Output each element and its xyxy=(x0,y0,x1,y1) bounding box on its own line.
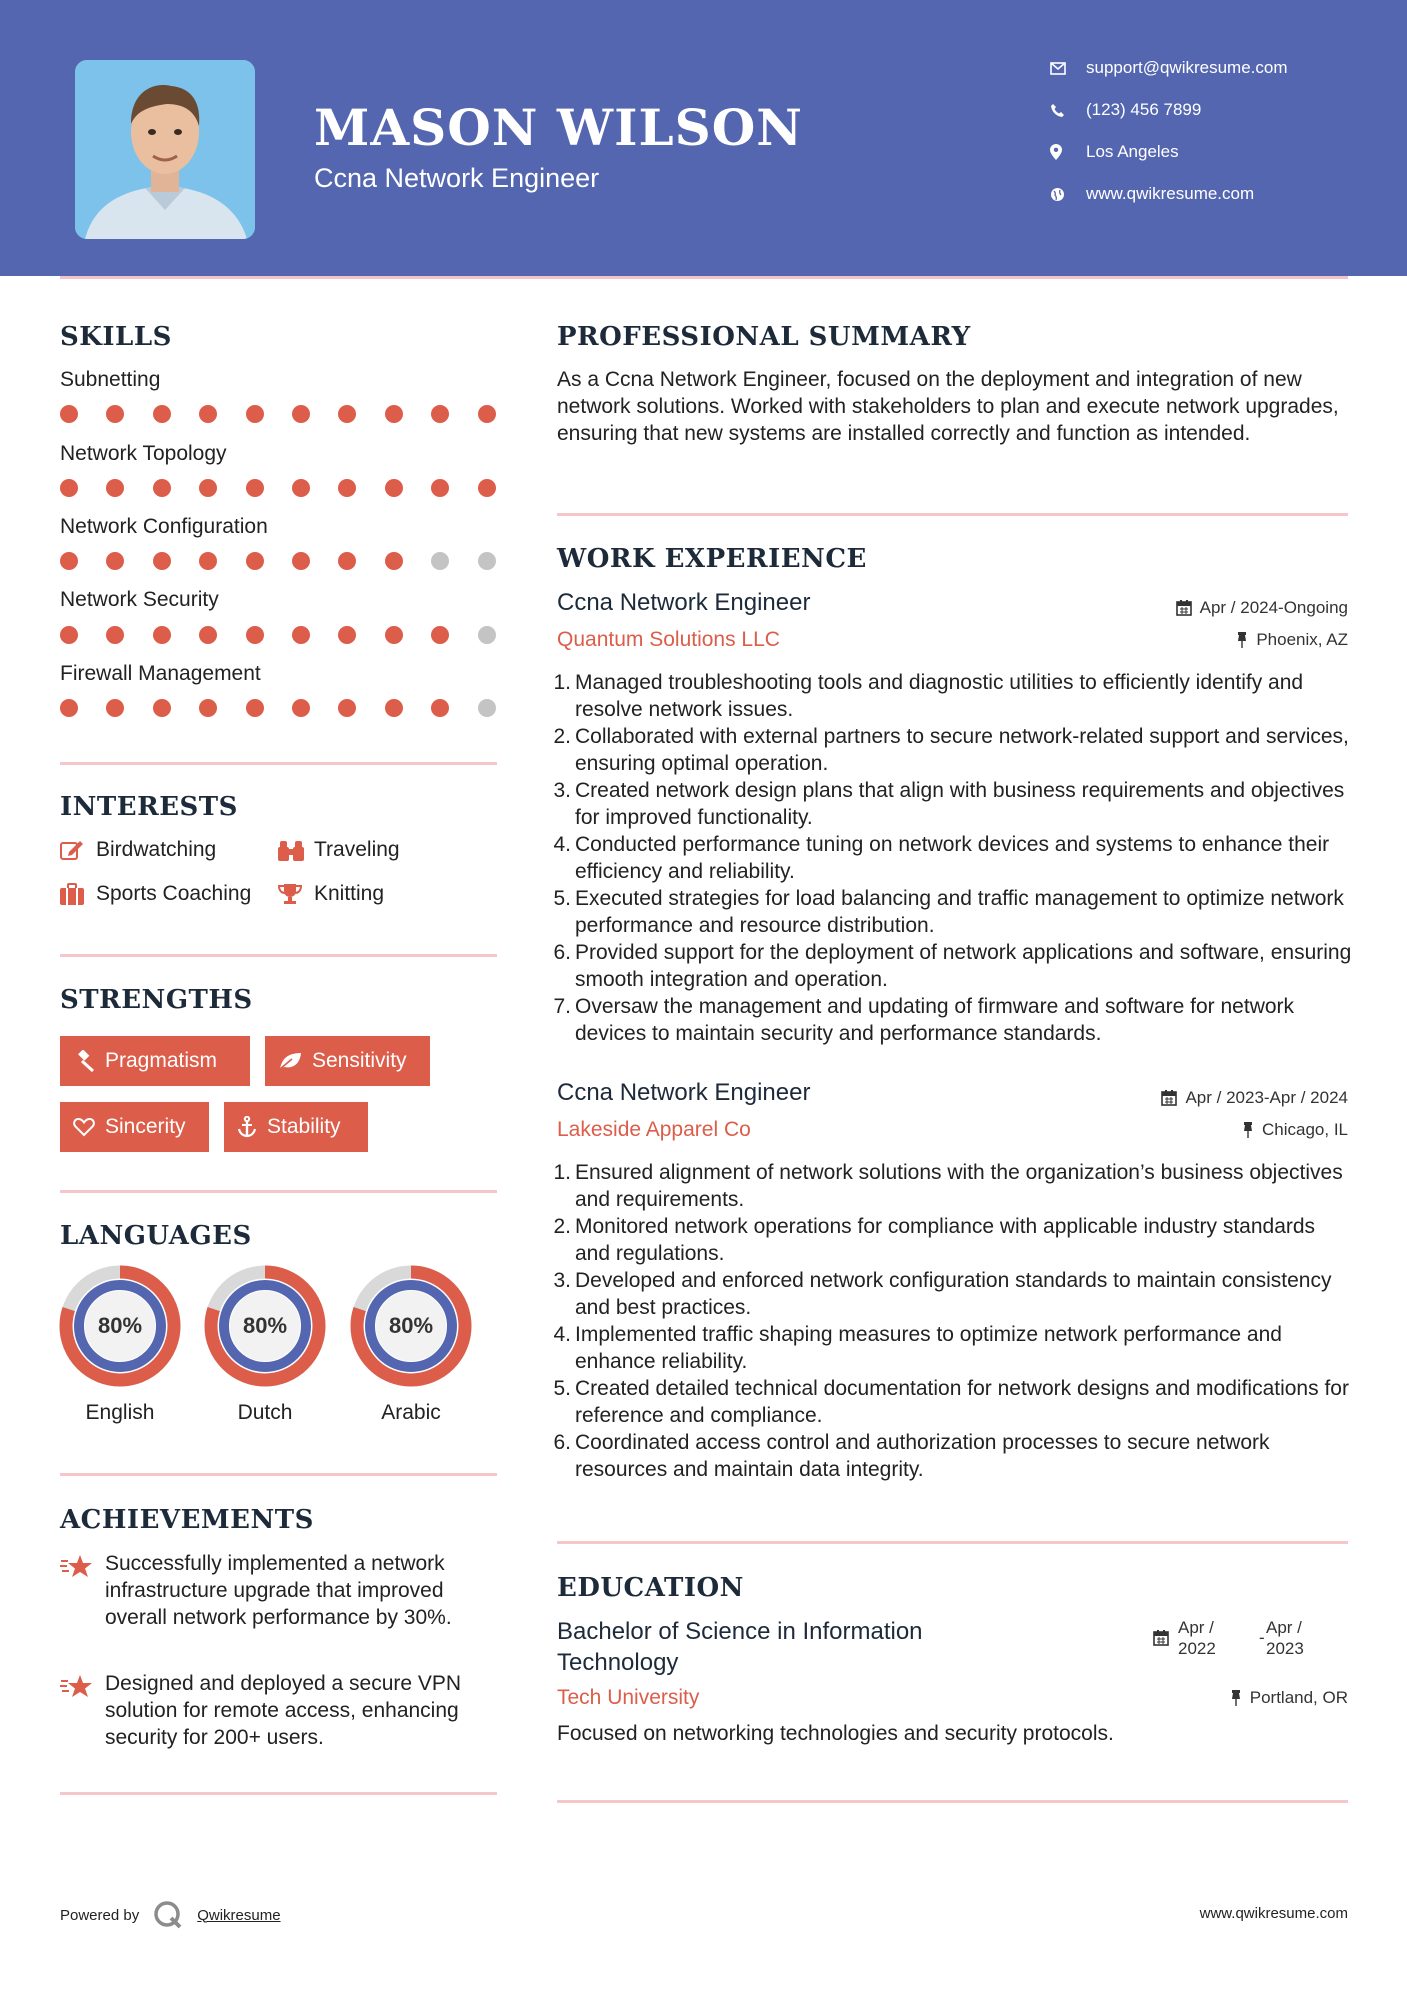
strength-label: Sensitivity xyxy=(312,1049,407,1072)
star-icon xyxy=(60,1670,105,1751)
skill-rating xyxy=(60,626,500,646)
candidate-name: MASON WILSON xyxy=(314,98,803,157)
education-degree: Bachelor of Science in Information Technology xyxy=(557,1618,923,1676)
rating-dot-filled xyxy=(199,479,217,497)
section-divider xyxy=(60,1792,497,1795)
languages-heading: LANGUAGES xyxy=(60,1221,252,1251)
interest-label: Knitting xyxy=(314,882,385,905)
rating-dot-empty xyxy=(478,626,496,644)
section-divider xyxy=(60,1473,497,1476)
section-divider xyxy=(60,954,497,957)
rating-dot-filled xyxy=(292,552,310,570)
rating-dot-filled xyxy=(199,699,217,717)
education-location xyxy=(1230,1688,1348,1708)
contact-phone[interactable] xyxy=(1050,100,1201,120)
pin-icon xyxy=(1236,632,1248,648)
rating-dot-filled xyxy=(292,699,310,717)
contact-email-text: support@qwikresume.com xyxy=(1086,58,1288,77)
skill-rating xyxy=(60,479,500,499)
language-name: Arabic xyxy=(381,1401,441,1424)
strength-label: Pragmatism xyxy=(105,1049,218,1072)
language-gauge xyxy=(59,1265,181,1392)
rating-dot-empty xyxy=(478,552,496,570)
calendar-icon xyxy=(1161,1090,1177,1106)
job-bullets xyxy=(553,669,1352,1047)
list-item: 7. Oversaw the management and updating of firmware and software for network devices to maintain security and performance standards. xyxy=(553,995,1295,1045)
job-dates-text: Apr / 2023-Apr / 2024 xyxy=(1185,1088,1348,1107)
job-company: Lakeside Apparel Co xyxy=(557,1118,751,1141)
rating-dot-filled xyxy=(385,626,403,644)
interest-label: Sports Coaching xyxy=(96,882,252,905)
rating-dot-filled xyxy=(385,699,403,717)
section-divider xyxy=(60,1190,497,1193)
job-bullets xyxy=(553,1159,1352,1483)
phone-icon xyxy=(1050,103,1086,118)
summary-heading: PROFESSIONAL SUMMARY xyxy=(557,322,971,352)
footer-powered-by xyxy=(60,1900,281,1930)
rating-dot-filled xyxy=(338,699,356,717)
pin-icon xyxy=(1230,1690,1242,1706)
star-icon xyxy=(60,1550,105,1631)
section-divider xyxy=(557,513,1348,516)
list-item: 3. Developed and enforced network configuration standards to maintain consistency and best practices. xyxy=(553,1269,1332,1319)
rating-dot-filled xyxy=(292,479,310,497)
interest-item xyxy=(278,882,384,906)
interests-heading: INTERESTS xyxy=(60,792,238,822)
profile-photo xyxy=(75,60,255,239)
list-item: 6. Coordinated access control and authorization processes to secure network resources and maintain data integrity. xyxy=(553,1431,1270,1481)
strength-tag xyxy=(60,1036,250,1086)
rating-dot-filled xyxy=(431,405,449,423)
rating-dot-empty xyxy=(478,699,496,717)
map-pin-icon xyxy=(1050,144,1086,160)
language-name: English xyxy=(85,1401,155,1424)
rating-dot-filled xyxy=(246,626,264,644)
strength-tag xyxy=(265,1036,430,1086)
language-ring xyxy=(59,1265,181,1387)
skill-name: Network Configuration xyxy=(60,515,268,538)
trophy-icon xyxy=(278,883,314,905)
interest-item xyxy=(60,882,251,906)
rating-dot-filled xyxy=(153,552,171,570)
rating-dot-filled xyxy=(199,552,217,570)
job-company: Quantum Solutions LLC xyxy=(557,628,780,651)
rating-dot-filled xyxy=(478,479,496,497)
rating-dot-filled xyxy=(106,626,124,644)
rating-dot-filled xyxy=(60,626,78,644)
achievement-text: Successfully implemented a network infrastructure upgrade that improved overall network performance by 30%. xyxy=(105,1552,452,1629)
rating-dot-filled xyxy=(292,626,310,644)
skills-heading: SKILLS xyxy=(60,322,172,352)
achievement-text: Designed and deployed a secure VPN solution for remote access, enhancing security for 200+ users. xyxy=(105,1672,462,1749)
rating-dot-filled xyxy=(431,626,449,644)
contact-location xyxy=(1050,142,1179,162)
header-banner xyxy=(0,0,1407,276)
strength-label: Sincerity xyxy=(105,1115,186,1138)
rating-dot-filled xyxy=(246,405,264,423)
skill-name: Network Security xyxy=(60,588,219,611)
strengths-heading: STRENGTHS xyxy=(60,985,253,1015)
interest-item xyxy=(60,838,216,862)
calendar-icon xyxy=(1176,600,1192,616)
section-divider xyxy=(557,1800,1348,1803)
powered-by-text: Powered by xyxy=(60,1906,140,1924)
language-percent: 80% xyxy=(388,1313,434,1338)
list-item: 1. Ensured alignment of network solutions with the organization’s business objectives and requirements. xyxy=(553,1161,1343,1211)
language-name: Dutch xyxy=(237,1401,293,1424)
rating-dot-filled xyxy=(246,699,264,717)
rating-dot-filled xyxy=(338,479,356,497)
rating-dot-filled xyxy=(106,552,124,570)
rating-dot-filled xyxy=(338,405,356,423)
job-dates-text: Apr / 2024-Ongoing xyxy=(1199,598,1348,617)
achievements-heading: ACHIEVEMENTS xyxy=(60,1505,314,1535)
qwikresume-logo-icon xyxy=(153,1900,183,1930)
job-location xyxy=(1236,630,1348,650)
candidate-title: Ccna Network Engineer xyxy=(314,163,600,193)
section-divider xyxy=(60,762,497,765)
rating-dot-filled xyxy=(153,699,171,717)
education-location-text: Portland, OR xyxy=(1249,1688,1348,1707)
achievement-item xyxy=(60,1670,500,1751)
pin-icon xyxy=(1242,1122,1254,1138)
skill-name: Firewall Management xyxy=(60,662,261,685)
header-divider xyxy=(60,276,1348,279)
rating-dot-filled xyxy=(153,479,171,497)
rating-dot-filled xyxy=(60,699,78,717)
list-item: 1. Managed troubleshooting tools and diagnostic utilities to efficiently identify and resolve network issues. xyxy=(553,671,1304,721)
skill-rating xyxy=(60,405,500,425)
rating-dot-filled xyxy=(60,405,78,423)
rating-dot-filled xyxy=(60,552,78,570)
job-location xyxy=(1242,1120,1348,1140)
rating-dot-filled xyxy=(431,699,449,717)
binoculars-icon xyxy=(278,839,314,861)
list-item: 5. Executed strategies for load balancing and traffic management to optimize network performance and resource distribution. xyxy=(553,887,1344,937)
list-item: 4. Conducted performance tuning on network devices and systems to enhance their efficiency and reliability. xyxy=(553,833,1330,883)
education-start-date: Apr / 2022 xyxy=(1178,1618,1216,1658)
language-gauge xyxy=(204,1265,326,1392)
job-title: Ccna Network Engineer xyxy=(557,589,811,616)
rating-dot-filled xyxy=(153,405,171,423)
rating-dot-empty xyxy=(431,552,449,570)
interest-label: Traveling xyxy=(314,838,400,861)
briefcase-icon xyxy=(60,883,96,905)
anchor-icon xyxy=(237,1116,257,1138)
job-location-text: Chicago, IL xyxy=(1262,1120,1348,1139)
achievement-item xyxy=(60,1550,500,1631)
rating-dot-filled xyxy=(199,405,217,423)
contact-location-text: Los Angeles xyxy=(1086,142,1179,161)
contact-website-text: www.qwikresume.com xyxy=(1086,184,1255,203)
rating-dot-filled xyxy=(385,405,403,423)
skill-name: Network Topology xyxy=(60,442,227,465)
interest-item xyxy=(278,838,400,862)
education-school: Tech University xyxy=(557,1686,700,1709)
calendar-icon xyxy=(1153,1630,1169,1651)
strength-tag xyxy=(60,1102,209,1152)
language-ring xyxy=(350,1265,472,1387)
education-description: Focused on networking technologies and security protocols. xyxy=(557,1722,1114,1745)
envelope-icon xyxy=(1050,62,1086,75)
skill-rating xyxy=(60,699,500,719)
section-divider xyxy=(557,1541,1348,1544)
rating-dot-filled xyxy=(338,626,356,644)
list-item: 2. Monitored network operations for compliance with applicable industry standards and regulations. xyxy=(553,1215,1316,1265)
rating-dot-filled xyxy=(385,552,403,570)
strength-label: Stability xyxy=(267,1115,341,1138)
rating-dot-filled xyxy=(338,552,356,570)
education-heading: EDUCATION xyxy=(557,1573,744,1603)
rating-dot-filled xyxy=(60,479,78,497)
contact-email[interactable] xyxy=(1050,58,1288,78)
job-location-text: Phoenix, AZ xyxy=(1256,630,1348,649)
rating-dot-filled xyxy=(106,479,124,497)
skill-name: Subnetting xyxy=(60,368,161,391)
edit-icon xyxy=(60,839,96,861)
rating-dot-filled xyxy=(292,405,310,423)
list-item: 3. Created network design plans that align with business requirements and objectives for improved functionality. xyxy=(553,779,1345,829)
contact-phone-text: (123) 456 7899 xyxy=(1086,100,1202,119)
language-gauge xyxy=(350,1265,472,1392)
brand-link[interactable]: Qwikresume xyxy=(197,1906,281,1924)
rating-dot-filled xyxy=(106,699,124,717)
date-separator: - xyxy=(1259,1628,1265,1647)
rating-dot-filled xyxy=(478,405,496,423)
leaf-icon xyxy=(278,1051,302,1071)
language-ring xyxy=(204,1265,326,1387)
rating-dot-filled xyxy=(385,479,403,497)
experience-heading: WORK EXPERIENCE xyxy=(557,544,867,574)
skill-rating xyxy=(60,552,500,572)
strength-tag xyxy=(224,1102,368,1152)
summary-text: As a Ccna Network Engineer, focused on the deployment and integration of new network solutions. Worked with stakeholders to plan and execute network upgrades, ensuring that new systems are installed correctly and function as intended. xyxy=(557,368,1339,445)
list-item: 2. Collaborated with external partners to secure network-related support and services, ensuring optimal operation. xyxy=(553,725,1349,775)
language-percent: 80% xyxy=(242,1313,288,1338)
rating-dot-filled xyxy=(106,405,124,423)
list-item: 4. Implemented traffic shaping measures to optimize network performance and enhance reliability. xyxy=(553,1323,1282,1373)
rating-dot-filled xyxy=(246,552,264,570)
job-title: Ccna Network Engineer xyxy=(557,1079,811,1106)
list-item: 6. Provided support for the deployment of network applications and software, ensuring smooth integration and operation. xyxy=(553,941,1352,991)
footer-website[interactable]: www.qwikresume.com xyxy=(1199,1905,1348,1922)
gavel-icon xyxy=(73,1050,95,1072)
language-percent: 80% xyxy=(97,1313,143,1338)
education-end-date: Apr / 2023 xyxy=(1266,1618,1304,1658)
job-dates xyxy=(1161,1088,1348,1108)
globe-icon xyxy=(1050,187,1086,202)
list-item: 5. Created detailed technical documentation for network designs and modifications for reference and compliance. xyxy=(553,1377,1349,1427)
rating-dot-filled xyxy=(246,479,264,497)
job-dates xyxy=(1176,598,1348,618)
rating-dot-filled xyxy=(431,479,449,497)
interest-label: Birdwatching xyxy=(96,838,217,861)
rating-dot-filled xyxy=(199,626,217,644)
rating-dot-filled xyxy=(153,626,171,644)
heart-icon xyxy=(73,1117,95,1137)
contact-website[interactable] xyxy=(1050,184,1254,204)
